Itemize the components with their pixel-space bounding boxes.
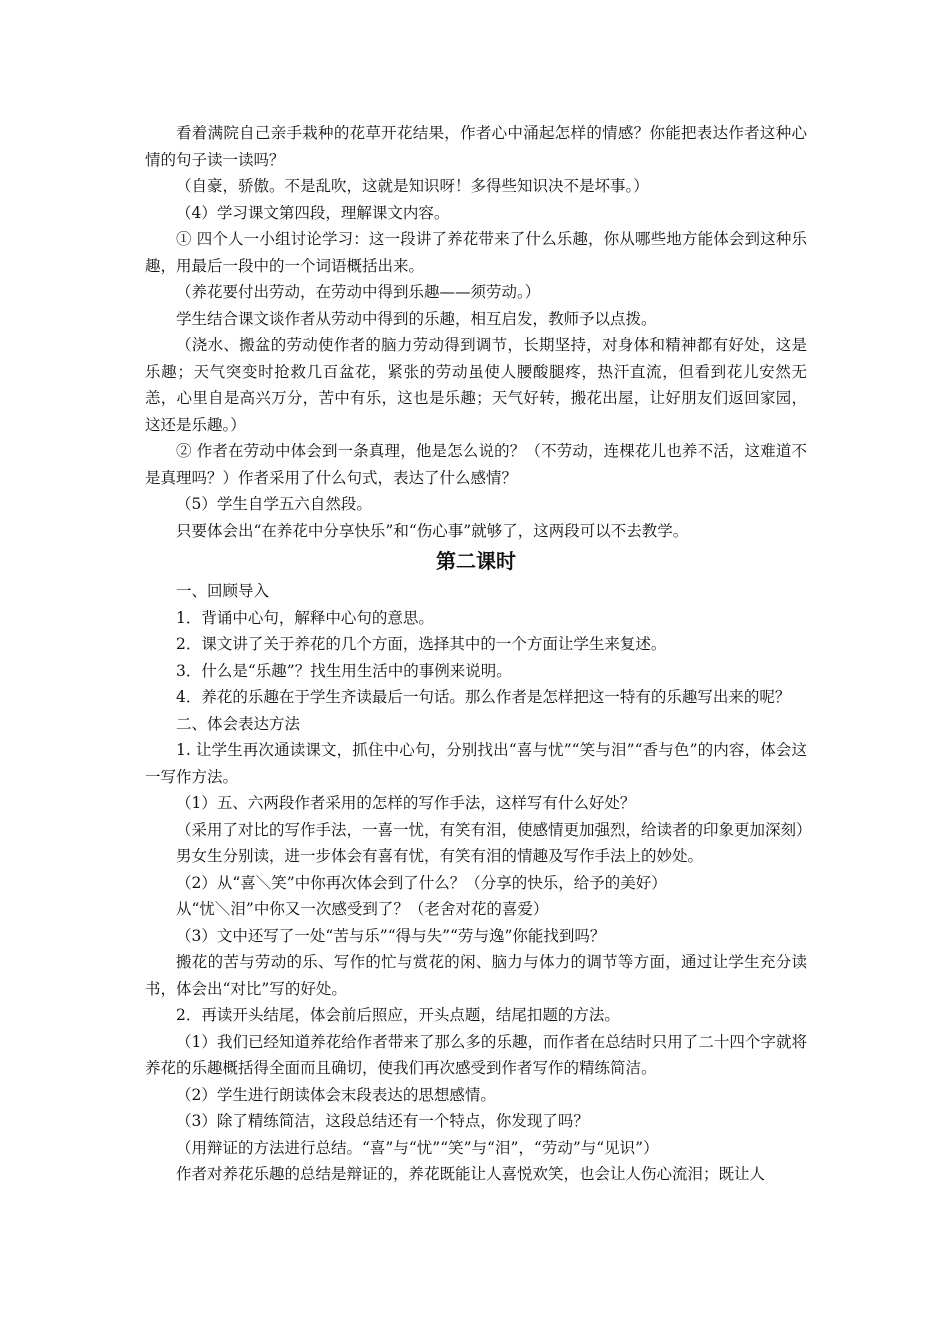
paragraph: 只要体会出“在养花中分享快乐”和“伤心事”就够了，这两段可以不去教学。 — [176, 521, 689, 540]
paragraph: （浇水、搬盆的劳动使作者的脑力劳动得到调节，长期坚持，对身体和精神都有好处，这是乐趣；天气突变时抢救几百盆花，紧张的劳动虽使人腰酸腿疼，热汗直流，但看到花儿安然无恙，心里自是高兴万分，苦中有乐，这也是乐趣；天气好转，搬花出屋，让好朋友们返回家园，这还是乐趣。） — [145, 336, 807, 434]
paragraph: 搬花的苦与劳动的乐、写作的忙与赏花的闲、脑力与体力的调节等方面，通过让学生充分读书，体会出“对比”写的好处。 — [145, 953, 807, 998]
paragraph: （3）文中还写了一处“苦与乐”“得与失”“劳与逸”你能找到吗？ — [176, 926, 606, 945]
paragraph: 学生结合课文谈作者从劳动中得到的乐趣，相互启发，教师予以点拨。 — [176, 309, 657, 328]
paragraph: （养花要付出劳动，在劳动中得到乐趣——须劳动。） — [176, 283, 541, 301]
paragraph: 男女生分别读，进一步体会有喜有忧，有笑有泪的情趣及写作手法上的妙处。 — [176, 847, 704, 865]
paragraph: （2）学生进行朗读体会末段表达的思想感情。 — [176, 1085, 496, 1104]
paragraph: 作者对养花乐趣的总结是辩证的，养花既能让人喜悦欢笑，也会让人伤心流泪；既让人 — [176, 1165, 766, 1183]
paragraph: 2．再读开头结尾，体会前后照应，开头点题，结尾扣题的方法。 — [176, 1006, 620, 1024]
paragraph: （采用了对比的写作手法，一喜一忧，有笑有泪，使感情更加强烈，给读者的印象更加深刻） — [176, 820, 812, 839]
paragraph: 从“忧＼泪”中你又一次感受到了？（老舍对花的喜爱） — [176, 900, 549, 918]
paragraph: 看着满院自己亲手栽种的花草开花结果，作者心中涌起怎样的情感？你能把表达作者这种心情的句子读一读吗？ — [145, 124, 807, 169]
paragraph: 一、回顾导入 — [176, 582, 270, 600]
paragraph: （3）除了精练简洁，这段总结还有一个特点，你发现了吗？ — [176, 1112, 589, 1130]
paragraph: 1．背诵中心句，解释中心句的意思。 — [176, 608, 434, 627]
paragraph: （用辩证的方法进行总结。“喜”与“忧”“笑”与“泪”，“劳动”与“见识”） — [176, 1138, 659, 1157]
paragraph: ① 四个人一小组讨论学习：这一段讲了养花带来了什么乐趣，你从哪些地方能体会到这种乐趣，用最后一段中的一个词语概括出来。 — [145, 230, 807, 275]
paragraph: （5）学生自学五六自然段。 — [176, 495, 372, 513]
paragraph: （2）从“喜＼笑”中你再次体会到了什么？（分享的快乐，给予的美好） — [176, 873, 667, 892]
paragraph: 2．课文讲了关于养花的几个方面，选择其中的一个方面让学生来复述。 — [176, 635, 667, 653]
paragraph: 1. 让学生再次通读课文，抓住中心句，分别找出“喜与忧”“笑与泪”“香与色”的内容，体会这一写作方法。 — [145, 741, 807, 786]
paragraph: 二、体会表达方法 — [176, 714, 301, 733]
document-body — [145, 120, 812, 1188]
paragraph: （自豪，骄傲。不是乱吹，这就是知识呀！多得些知识决不是坏事。） — [176, 177, 649, 195]
section-heading: 第二课时 — [436, 549, 516, 573]
paragraph: （1）五、六两段作者采用的怎样的写作手法，这样写有什么好处？ — [176, 794, 636, 812]
paragraph: 4．养花的乐趣在于学生齐读最后一句话。那么作者是怎样把这一特有的乐趣写出来的呢？ — [176, 688, 791, 706]
paragraph: （4）学习课文第四段，理解课文内容。 — [176, 203, 450, 222]
paragraph: ② 作者在劳动中体会到一条真理，他是怎么说的？（不劳动，连棵花儿也养不活，这难道不是真理吗？）作者采用了什么句式，表达了什么感情？ — [145, 442, 807, 487]
paragraph: （1）我们已经知道养花给作者带来了那么多的乐趣，而作者在总结时只用了二十四个字就将养花的乐趣概括得全面而且确切，使我们再次感受到作者写作的精练简洁。 — [145, 1032, 807, 1077]
paragraph: 3．什么是“乐趣”？找生用生活中的事例来说明。 — [176, 661, 512, 680]
